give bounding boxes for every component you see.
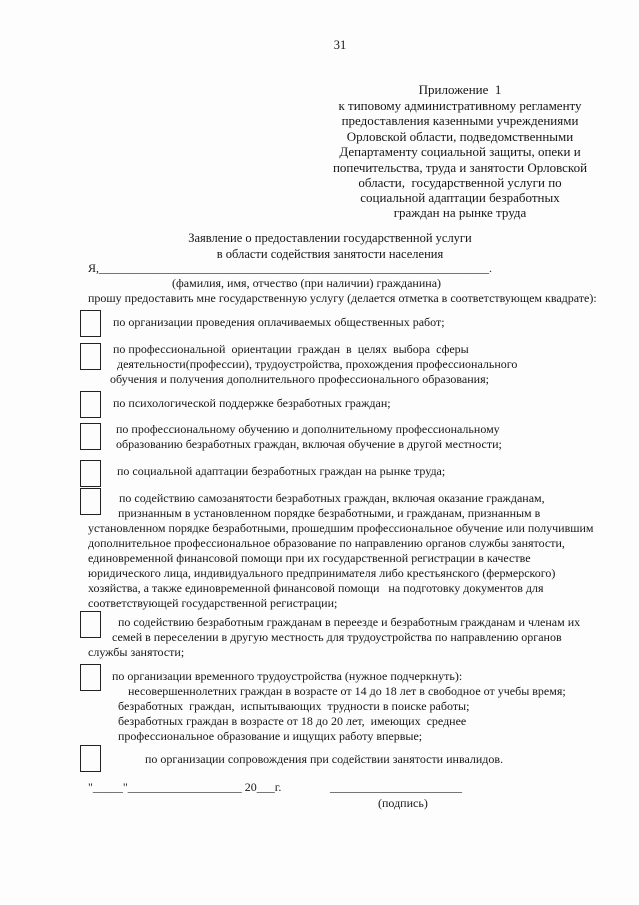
checkbox-temporary-employment[interactable] (80, 664, 101, 691)
signature-field[interactable]: ______________________ (330, 780, 462, 794)
option-self-employment-line: признанным в установленном порядке безработными, и гражданам, признанным в (118, 506, 541, 520)
checkbox-public-works[interactable] (80, 310, 101, 337)
checkbox-career-guidance[interactable] (80, 343, 101, 370)
option-temporary-employment-graduates[interactable]: безработных граждан в возрасте от 18 до 20 лет, имеющих среднее (118, 714, 467, 728)
option-vocational-training-line: образованию безработных граждан, включая обучение в другой местности; (116, 437, 502, 451)
page-number: 31 (333, 38, 347, 52)
checkbox-disabled-support[interactable] (80, 745, 101, 772)
appendix-line: социальной адаптации безработных (360, 190, 560, 205)
date-field[interactable]: "_____"___________________ 20___г. (88, 780, 282, 794)
option-temporary-employment-graduates-cont[interactable]: профессиональное образование и ищущих работу впервые; (118, 729, 423, 743)
option-relocation-line: службы занятости; (88, 645, 185, 659)
option-career-guidance-line: деятельности(профессии), трудоустройства, прохождения профессионального (117, 357, 518, 371)
appendix-line: предоставления казенными учреждениями (341, 113, 579, 128)
option-self-employment-line: установленном порядке безработными, прошедшим профессиональное обучение или получившим (88, 521, 594, 535)
option-career-guidance-line: обучения и получения дополнительного профессионального образования; (110, 372, 489, 386)
request-text: прошу предоставить мне государственную услугу (делается отметка в соответствующем квадрате): (88, 291, 597, 305)
document-title-line-1: Заявление о предоставлении государственной услуги (188, 231, 472, 245)
option-self-employment-line: по содействию самозанятости безработных граждан, включая оказание гражданам, (119, 491, 545, 505)
option-vocational-training-line: по профессиональному обучению и дополнительному профессиональному (116, 422, 500, 436)
option-temporary-employment-difficulties[interactable]: безработных граждан, испытывающих трудности в поиске работы; (118, 699, 470, 713)
appendix-line: попечительства, труда и занятости Орловской (332, 160, 588, 175)
option-psychological-support-line: по психологической поддержке безработных граждан; (113, 396, 391, 410)
checkbox-relocation[interactable] (80, 611, 101, 638)
appendix-line: к типовому административному регламенту (338, 98, 582, 113)
checkbox-social-adaptation[interactable] (80, 460, 101, 487)
document-title-line-2: в области содействия занятости населения (216, 247, 444, 261)
signature-caption: (подпись) (378, 796, 428, 810)
checkbox-psychological-support[interactable] (80, 391, 101, 418)
option-self-employment-line: единовременной финансовой помощи при их государственной регистрации в качестве (88, 551, 531, 565)
option-social-adaptation-line: по социальной адаптации безработных граждан на рынке труда; (117, 464, 446, 478)
appendix-line: Департаменту социальной защиты, опеки и (339, 144, 581, 159)
option-temporary-employment-line: по организации временного трудоустройства (нужное подчеркнуть): (112, 669, 463, 683)
option-self-employment-line: юридического лица, индивидуального предпринимателя либо крестьянского (фермерского) (88, 566, 556, 580)
option-self-employment-line: дополнительное профессиональное образование по направлению органов службы занятости, (88, 536, 565, 550)
checkbox-self-employment[interactable] (80, 488, 101, 515)
applicant-name-caption: (фамилия, имя, отчество (при наличии) гражданина) (172, 276, 442, 290)
checkbox-vocational-training[interactable] (80, 423, 101, 450)
option-public-works-line: по организации проведения оплачиваемых общественных работ; (113, 315, 445, 329)
option-relocation-line: по содействию безработным гражданам в переезде и безработным гражданам и членам их (118, 615, 581, 629)
appendix-line: Приложение 1 (418, 82, 502, 97)
option-self-employment-line: хозяйства, а также единовременной финансовой помощи на подготовку документов для (88, 581, 544, 595)
appendix-line: граждан на рынке труда (393, 205, 527, 220)
appendix-line: области, государственной услуги по (358, 175, 562, 190)
option-self-employment-line: соответствующей государственной регистрации; (88, 596, 338, 610)
option-disabled-support-line: по организации сопровождения при содействии занятости инвалидов. (145, 752, 504, 766)
option-temporary-employment-minors[interactable]: несовершеннолетних граждан в возрасте от 14 до 18 лет в свободное от учебы время; (128, 684, 566, 698)
option-career-guidance-line: по профессиональной ориентации граждан в целях выбора сферы (113, 342, 469, 356)
applicant-name-field[interactable]: Я,_________________________________________________________________. (88, 261, 493, 275)
option-relocation-line: семей в переселении в другую местность для трудоустройства по направлению органов (112, 630, 562, 644)
appendix-line: Орловской области, подведомственными (346, 129, 574, 144)
